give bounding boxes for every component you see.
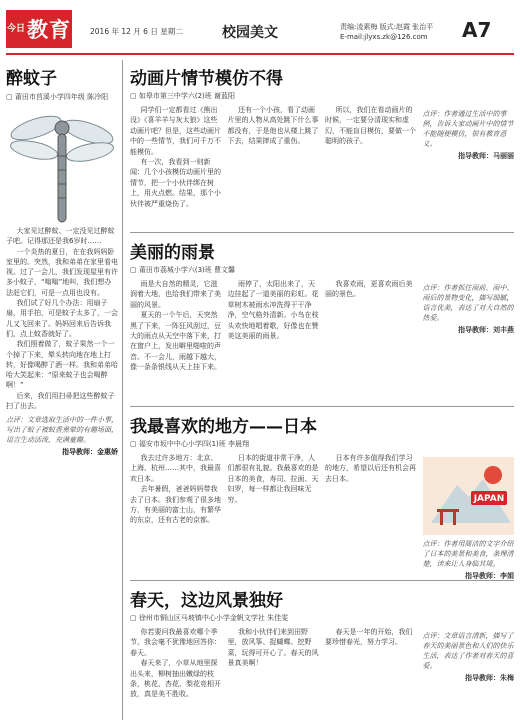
text-column (325, 105, 417, 230)
article-spring (130, 586, 514, 722)
article-byline: ▢ 徐州市铜山区马坡镇中心小学金帆文学社 朱佳雯 (130, 614, 289, 622)
teacher-name: 指导教师：李娟 (465, 572, 514, 580)
article-japan (130, 412, 514, 580)
dragonfly-illustration (6, 106, 116, 226)
teacher-name: 指导教师：马丽丽 (458, 152, 514, 160)
text-column (130, 627, 222, 724)
paper-logo (6, 10, 72, 48)
section-name: 教育 (26, 10, 72, 48)
article-paragraph: 有一次，我看到一则新闻：几个小孩模仿动画片里的情节，把一个小伙伴绑在树上，用火点燃。结果，那个小伙伴被严重烧伤了。 (130, 158, 221, 208)
page-title: 校园美文 (222, 25, 278, 41)
text-column (228, 453, 320, 583)
article-animation (130, 64, 514, 224)
article-paragraph: 我喜欢雨，更喜欢雨后美丽的景色。 (325, 280, 413, 299)
article-byline: ▢ 莆田市荔城小学六(3)班 曹文馨 (130, 266, 235, 274)
article-title: 美丽的雨景 (130, 243, 215, 263)
article-title: 醉蚊子 (6, 69, 57, 89)
article-paragraph: 一个炎热的夏日，在在我妈妈卧室里的。突然，我和弟弟在家里看电视。过了一会儿，我们发现屋里有许多小蚊子，“嗡嗡”地叫，我们想办法赶它们，可是一点用也没有。 (6, 247, 118, 297)
editor-names: 责编:凌素梅 版式:赵霞 张治平 (340, 23, 434, 31)
text-column (423, 279, 515, 407)
column-divider (122, 60, 123, 720)
text-column (228, 105, 320, 230)
masthead (0, 0, 520, 56)
article-paragraph: 夏天的一个午后，天突然黑了下来，一阵狂风刮过，豆大的雨点从天空中落下来，打在窗户上，发出噼里啪啦的声音。不一会儿，雨越下越大，像一条条银线从天上挂下来。 (130, 311, 221, 372)
article-paragraph: 春天来了，小草从地里探出头来，柳树抽出嫩绿的枝条，桃花、杏花、梨花竞相开放，真是美不胜收。 (130, 659, 221, 699)
article-paragraph: 还有一个小孩，看了动画片里的人物从高处跳下什么事都没有，于是他也从楼上跳了下去，结果摔成了重伤。 (227, 106, 319, 146)
teacher-name: 指导教师：刘丰燕 (458, 326, 514, 334)
article-byline: ▢ 福安市坂中中心小学四(1)班 李晨翔 (130, 440, 249, 448)
article-paragraph: 我去过许多地方：北京、上海、杭州……其中，我最喜欢日本。 (130, 454, 221, 483)
text-column (130, 279, 222, 407)
article-divider (130, 406, 514, 407)
article-paragraph: 后来，我们用扫帚把这些醉蚊子扫了出去。 (6, 391, 115, 411)
article-paragraph: 所以，我们在看动画片的时候，一定要分清现实和虚幻，不能盲目模仿，要做一个聪明的孩子。 (325, 106, 416, 146)
article-byline: ▢ 如皋市第三中学六(2)班 谢蓝阳 (130, 92, 235, 100)
article-paragraph: 大家见过醉蚊、一定没见过醉蚊子吧。记得那还是我6岁时…… (6, 227, 115, 246)
teacher-name: 指导教师：朱梅 (465, 674, 514, 682)
article-paragraph: 去年暑假，爸爸妈妈带我去了日本。我们参观了很多地方，有美丽的富士山，有繁华的东京，还有古老的京都。 (130, 485, 221, 525)
text-column (228, 627, 320, 724)
teacher-comment: 点评：文章语言清新，描写了春天的美丽景色和人们的快乐生活，表达了作者对春天的喜爱。 (422, 632, 514, 670)
logo-jinri: 今日 (6, 10, 26, 48)
article-paragraph: 我和小伙伴们来到田野里，放风筝、捉蝴蝶、挖野菜，玩得可开心了。春天的风景真美啊！ (227, 628, 319, 668)
article-paragraph: 你若要问我最喜欢哪个季节，我会毫不犹豫地回答你：春天。 (130, 628, 221, 657)
text-column (325, 279, 417, 407)
article-paragraph: 日本的街道非常干净，人们都很有礼貌。我最喜欢的是日本的美食，寿司、拉面、天妇罗，每一样都让我回味无穷。 (227, 454, 319, 504)
teacher-name: 指导教师：金惠娇 (62, 448, 118, 457)
article-paragraph: 春天是一年的开始，我们要珍惜春光，努力学习。 (325, 628, 413, 647)
article-paragraph: 雨停了，太阳出来了，天边挂起了一道美丽的彩虹。花草树木被雨水冲洗得干干净净，空气格外清新。小鸟在枝头欢快地唱着歌，好像也在赞美这美丽的雨景。 (227, 280, 319, 341)
japan-illustration-art (423, 457, 515, 535)
teacher-comment: 点评：文章选取生活中的一件小事，写出了蚊子被蚊香熏晕的有趣场面，语言生动活泼，充满童趣。 (6, 416, 118, 445)
page-number: A7 (462, 18, 492, 42)
japan-label: JAPAN (473, 494, 504, 504)
text-column (423, 105, 515, 230)
article-paragraph: 我们照着做了，蚊子果然一个一个掉了下来，晕头转向地在地上打转，好像喝醉了酒一样。我和弟弟哈哈大笑起来：“原来蚊子也会喝醉啊！” (6, 340, 118, 390)
editor-info (340, 22, 433, 42)
header-rule (6, 53, 514, 55)
article-byline: ▢ 莆田市莒溪小学四年级 陈冷阳 (6, 93, 109, 101)
japan-illustration (423, 457, 515, 535)
teacher-comment: 点评：作者用简洁的文字介绍了日本的美景和美食，条理清楚，读来让人身临其境。 (422, 540, 514, 568)
teacher-comment: 点评：作者通过生活中的事例，告诉大家动画片中的情节不能随便模仿，很有教育意义。 (422, 110, 514, 148)
text-column (325, 627, 417, 724)
teacher-comment: 点评：作者抓住雨前、雨中、雨后的景物变化，描写细腻，语言优美，表达了对大自然的热爱。 (422, 284, 514, 322)
article-divider (130, 232, 514, 233)
article-divider (130, 580, 514, 581)
article-paragraph: 同学们一定都看过《熊出没》《喜羊羊与灰太狼》这些动画片吧？但是，这些动画片中的一些情节，我们可千万不能模仿。 (130, 106, 221, 156)
article-rain (130, 238, 514, 402)
text-column (130, 453, 222, 583)
issue-date: 2016 年 12 月 6 日 星期二 (90, 27, 183, 36)
article-paragraph: 日本有许多值得我们学习的地方，希望以后还有机会再去日本。 (325, 454, 416, 483)
article-paragraph: 雨是大自然的精灵，它滋润着大地，也给我们带来了美丽的风景。 (130, 280, 221, 309)
text-column (423, 627, 515, 724)
left-article (6, 60, 118, 722)
text-column (130, 105, 222, 230)
text-column (423, 453, 515, 583)
article-title: 春天，这边风景独好 (130, 591, 283, 611)
article-title: 动画片情节模仿不得 (130, 69, 283, 89)
article-title: 我最喜欢的地方——日本 (130, 417, 317, 437)
text-column (228, 279, 320, 407)
editor-email: E-mail:jlyxs.zk@126.com (340, 33, 428, 41)
article-paragraph: 我们试了好几个办法：用扇子扇，用手拍，可是蚊子太多了，一会儿又飞回来了。妈妈回来后告诉我们，点上蚊香就好了。 (6, 299, 118, 338)
text-column (325, 453, 417, 583)
